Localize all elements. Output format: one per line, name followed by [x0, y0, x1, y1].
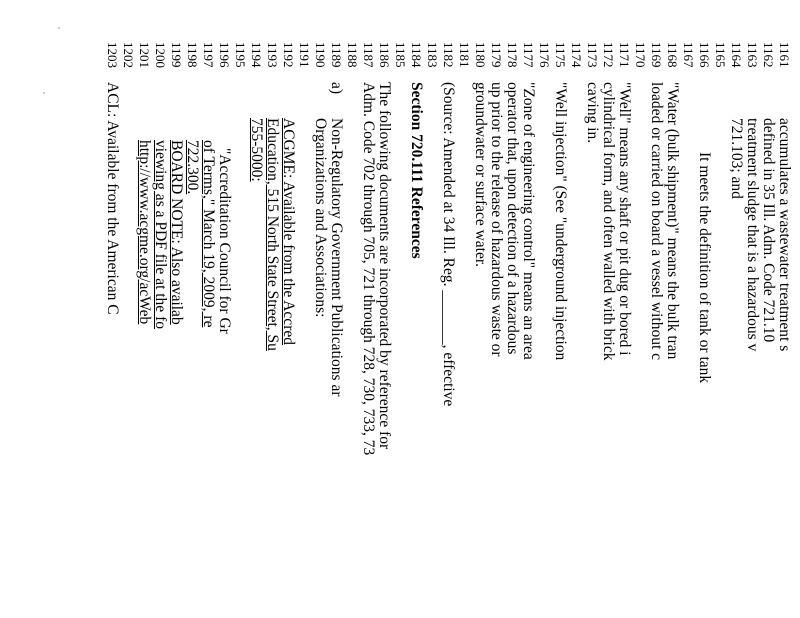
text-line-1162: defined in 35 Ill. Adm. Code 721.10: [760, 118, 777, 343]
text-line-1166: It meets the definition of tank or tank: [696, 152, 713, 384]
text-line-1179: up prior to the release of hazardous waste or: [488, 82, 505, 357]
text-line-1171: "Well" means any shaft or pit dug or bored i: [616, 82, 633, 356]
text-line-1178: operator that, upon detection of a hazardous: [504, 82, 521, 355]
line-number: 1189: [329, 42, 344, 68]
text-line-1201: http://www.acgme.org/acWeb: [136, 140, 153, 325]
line-number: 1202: [121, 42, 136, 68]
text-line-1169: loaded or carried on board a vessel without c: [648, 82, 665, 361]
line-number: 1200: [153, 42, 168, 68]
line-number: 1174: [569, 42, 584, 68]
line-number: 1175: [553, 42, 568, 68]
line-number: 1171: [617, 42, 632, 68]
text-line-1175: "Well injection" (See "underground injection: [552, 82, 569, 361]
subsection-label-a: a): [328, 82, 345, 95]
text-line-1190: Organizations and Associations:: [312, 118, 329, 318]
line-number: 1198: [185, 42, 200, 68]
line-number: 1162: [761, 42, 776, 68]
text-line-1197: of Terms," March 19, 2009, re: [200, 140, 217, 328]
text-line-1198: 722.300.: [184, 140, 201, 195]
source-note: (Source: Amended at 34 Ill. Reg. _______, effective: [440, 82, 457, 407]
line-number: 1196: [217, 42, 232, 68]
line-number: 1176: [537, 42, 552, 68]
text-line-1168: "Water (bulk shipment)" means the bulk tran: [664, 82, 681, 360]
line-number: 1195: [233, 42, 248, 68]
text-line-1193: Education, 515 North State Street, Su: [264, 118, 281, 351]
text-line-1192: ACGME: Available from the Accred: [280, 118, 297, 345]
text-line-1186: The following documents are incorporated by reference for: [376, 82, 393, 450]
text-line-1164: 721.103; and: [728, 118, 745, 199]
line-number: 1177: [521, 42, 536, 68]
line-number: 1192: [281, 42, 296, 68]
line-number: 1172: [601, 42, 616, 68]
line-number: 1182: [441, 42, 456, 68]
line-number: 1181: [457, 42, 472, 68]
text-line-1200: viewing as a PDF file at the fo: [152, 140, 169, 329]
text-line-1189: Non-Regulatory Government Publications ar: [328, 118, 345, 397]
line-number: 1197: [201, 42, 216, 68]
text-line-1187: Adm. Code 702 through 705, 721 through 728, 730, 733, 73: [360, 82, 377, 456]
line-number: 1170: [633, 42, 648, 68]
line-number: 1193: [265, 42, 280, 68]
text-line-1172: cylindrical form, and often walled with brick: [600, 82, 617, 361]
line-number: 1185: [393, 42, 408, 68]
line-number: 1188: [345, 42, 360, 68]
line-number: 1191: [297, 42, 312, 68]
line-number: 1194: [249, 42, 264, 68]
text-line-1196: "Accreditation Council for Gr: [216, 148, 233, 334]
line-number: 1163: [745, 42, 760, 68]
line-number: 1187: [361, 42, 376, 68]
line-number: 1184: [409, 42, 424, 68]
text-line-1177: "Zone of engineering control" means an area: [520, 82, 537, 360]
text-line-1161: accumulates a wastewater treatment s: [776, 118, 793, 352]
line-number: 1166: [697, 42, 712, 68]
line-number: 1178: [505, 42, 520, 68]
text-line-1163: treatment sludge that is a hazardous v: [744, 118, 761, 352]
line-number: 1186: [377, 42, 392, 68]
scan-speck: [58, 27, 60, 29]
line-number: 1164: [729, 42, 744, 68]
line-number: 1167: [681, 42, 696, 68]
line-number: 1199: [169, 42, 184, 68]
line-number: 1180: [473, 42, 488, 68]
line-number: 1173: [585, 42, 600, 68]
text-line-1173: caving in.: [584, 82, 601, 144]
text-line-1194: 755-5000:: [248, 118, 265, 182]
line-number: 1203: [105, 42, 120, 68]
scan-speck: [43, 92, 45, 94]
text-line-1180: groundwater or surface water.: [472, 82, 489, 268]
line-number: 1168: [665, 42, 680, 68]
line-number: 1190: [313, 42, 328, 68]
line-number: 1179: [489, 42, 504, 68]
text-line-1203: ACL: Available from the American C: [104, 82, 121, 315]
line-number: 1183: [425, 42, 440, 68]
line-number: 1165: [713, 42, 728, 68]
text-line-1199: BOARD NOTE: Also availab: [168, 140, 185, 325]
section-heading: Section 720.111 References: [408, 82, 425, 259]
line-number: 1169: [649, 42, 664, 68]
line-number: 1161: [777, 42, 792, 68]
line-number: 1201: [137, 42, 152, 68]
